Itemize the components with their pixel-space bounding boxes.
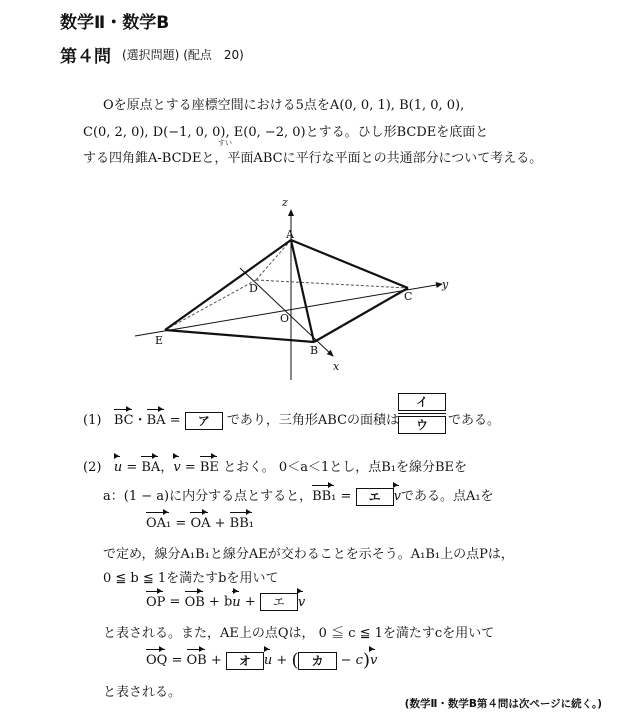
edge-ae — [165, 240, 291, 330]
label-x: x — [333, 360, 340, 373]
label-d: D — [249, 282, 258, 295]
vector-v: v — [369, 653, 378, 668]
vector-ba: BA — [141, 460, 161, 475]
part2-line-3: OA₁ = OA + BB₁ — [146, 516, 254, 531]
vector-ba: BA — [146, 413, 166, 428]
vector-u: u — [232, 594, 241, 610]
vector-u: u — [113, 460, 123, 475]
answer-box-e-ref: エ — [260, 593, 298, 611]
answer-box-ka: カ — [298, 652, 336, 670]
part1-end: である。 — [448, 413, 501, 428]
intro-line-3: する四角錐A-BCDEと，平面ABCに平行な平面との共通部分について考える。 — [83, 151, 543, 166]
label-o: O — [280, 312, 290, 325]
fraction-bar — [398, 413, 446, 414]
vector-oq: OQ — [146, 653, 168, 668]
vector-ob: OB — [186, 653, 207, 668]
answer-box-a: ア — [185, 412, 223, 430]
answer-box-e: エ — [356, 488, 394, 506]
part2-line-9: と表される。 — [103, 685, 182, 700]
part2-line-1: (2) u = BA，v = BE とおく。 0＜a＜1とし，点B₁を線分BEを — [83, 460, 468, 475]
y-axis — [135, 284, 442, 336]
answer-box-o: オ — [226, 652, 264, 670]
intro-line-2: C(0, 2, 0), D(−1, 0, 0), E(0, −2, 0)とする。ひし形BCDEを底面と — [83, 125, 489, 140]
edge-de — [165, 280, 256, 330]
page-footer: (数学Ⅱ・数学B第４問は次ページに続く。) — [404, 698, 602, 710]
part2-line-8: OQ = OB + オ u + ( カ − c)v — [146, 650, 378, 671]
vector-bc: BC — [113, 413, 134, 428]
intro-line-1: Oを原点とする座標空間における5点をA(0, 0, 1), B(1, 0, 0), — [103, 98, 465, 113]
ruby-text: すい — [218, 139, 232, 147]
answer-box-u: ウ — [398, 416, 446, 434]
edge-ac — [291, 240, 408, 288]
label-b: B — [310, 344, 319, 357]
label-z: z — [282, 196, 288, 209]
fraction-area — [398, 393, 446, 434]
vector-oa: OA — [190, 516, 211, 531]
vector-v: v — [393, 489, 401, 504]
part2-line-5: 0 ≦ b ≦ 1を満たすbを用いて — [103, 571, 279, 586]
vector-bb1: BB₁ — [229, 516, 254, 531]
label-e: E — [155, 334, 164, 347]
edge-eb — [165, 330, 314, 342]
answer-box-i: イ — [398, 393, 446, 411]
vector-v: v — [297, 594, 306, 610]
edge-bc — [314, 288, 408, 342]
vector-be: BE — [199, 460, 219, 475]
part2-line-6: OP = OB + bu + エ v — [146, 594, 306, 610]
vector-ob: OB — [184, 594, 205, 610]
vector-bb1: BB₁ — [312, 489, 337, 504]
part2-line-2: a：(1 − a)に内分する点とすると，BB₁ = エ vである。点A₁を — [103, 489, 494, 504]
label-c: C — [404, 290, 413, 303]
part2-line-4: で定め，線分A₁B₁と線分AEが交わることを示そう。A₁B₁上の点Pは， — [103, 547, 514, 562]
vector-op: OP — [146, 594, 166, 610]
vector-oa1: OA₁ — [146, 516, 172, 531]
subject-header: 数学Ⅱ・数学B — [60, 13, 170, 33]
edge-dc — [256, 280, 408, 288]
label-y: y — [442, 278, 449, 291]
vector-v: v — [173, 460, 181, 475]
vector-u: u — [263, 653, 273, 668]
question-title: 第４問 — [60, 47, 111, 67]
label-a: A — [286, 228, 294, 241]
part2-line-7: と表される。また，AE上の点Qは， 0 ≦ c ≦ 1を満たすcを用いて — [103, 626, 495, 641]
question-meta: (選択問題) (配点 20) — [122, 48, 244, 62]
part1-line: (1) BC・BA = ア であり，三角形ABCの面積は — [83, 413, 400, 428]
